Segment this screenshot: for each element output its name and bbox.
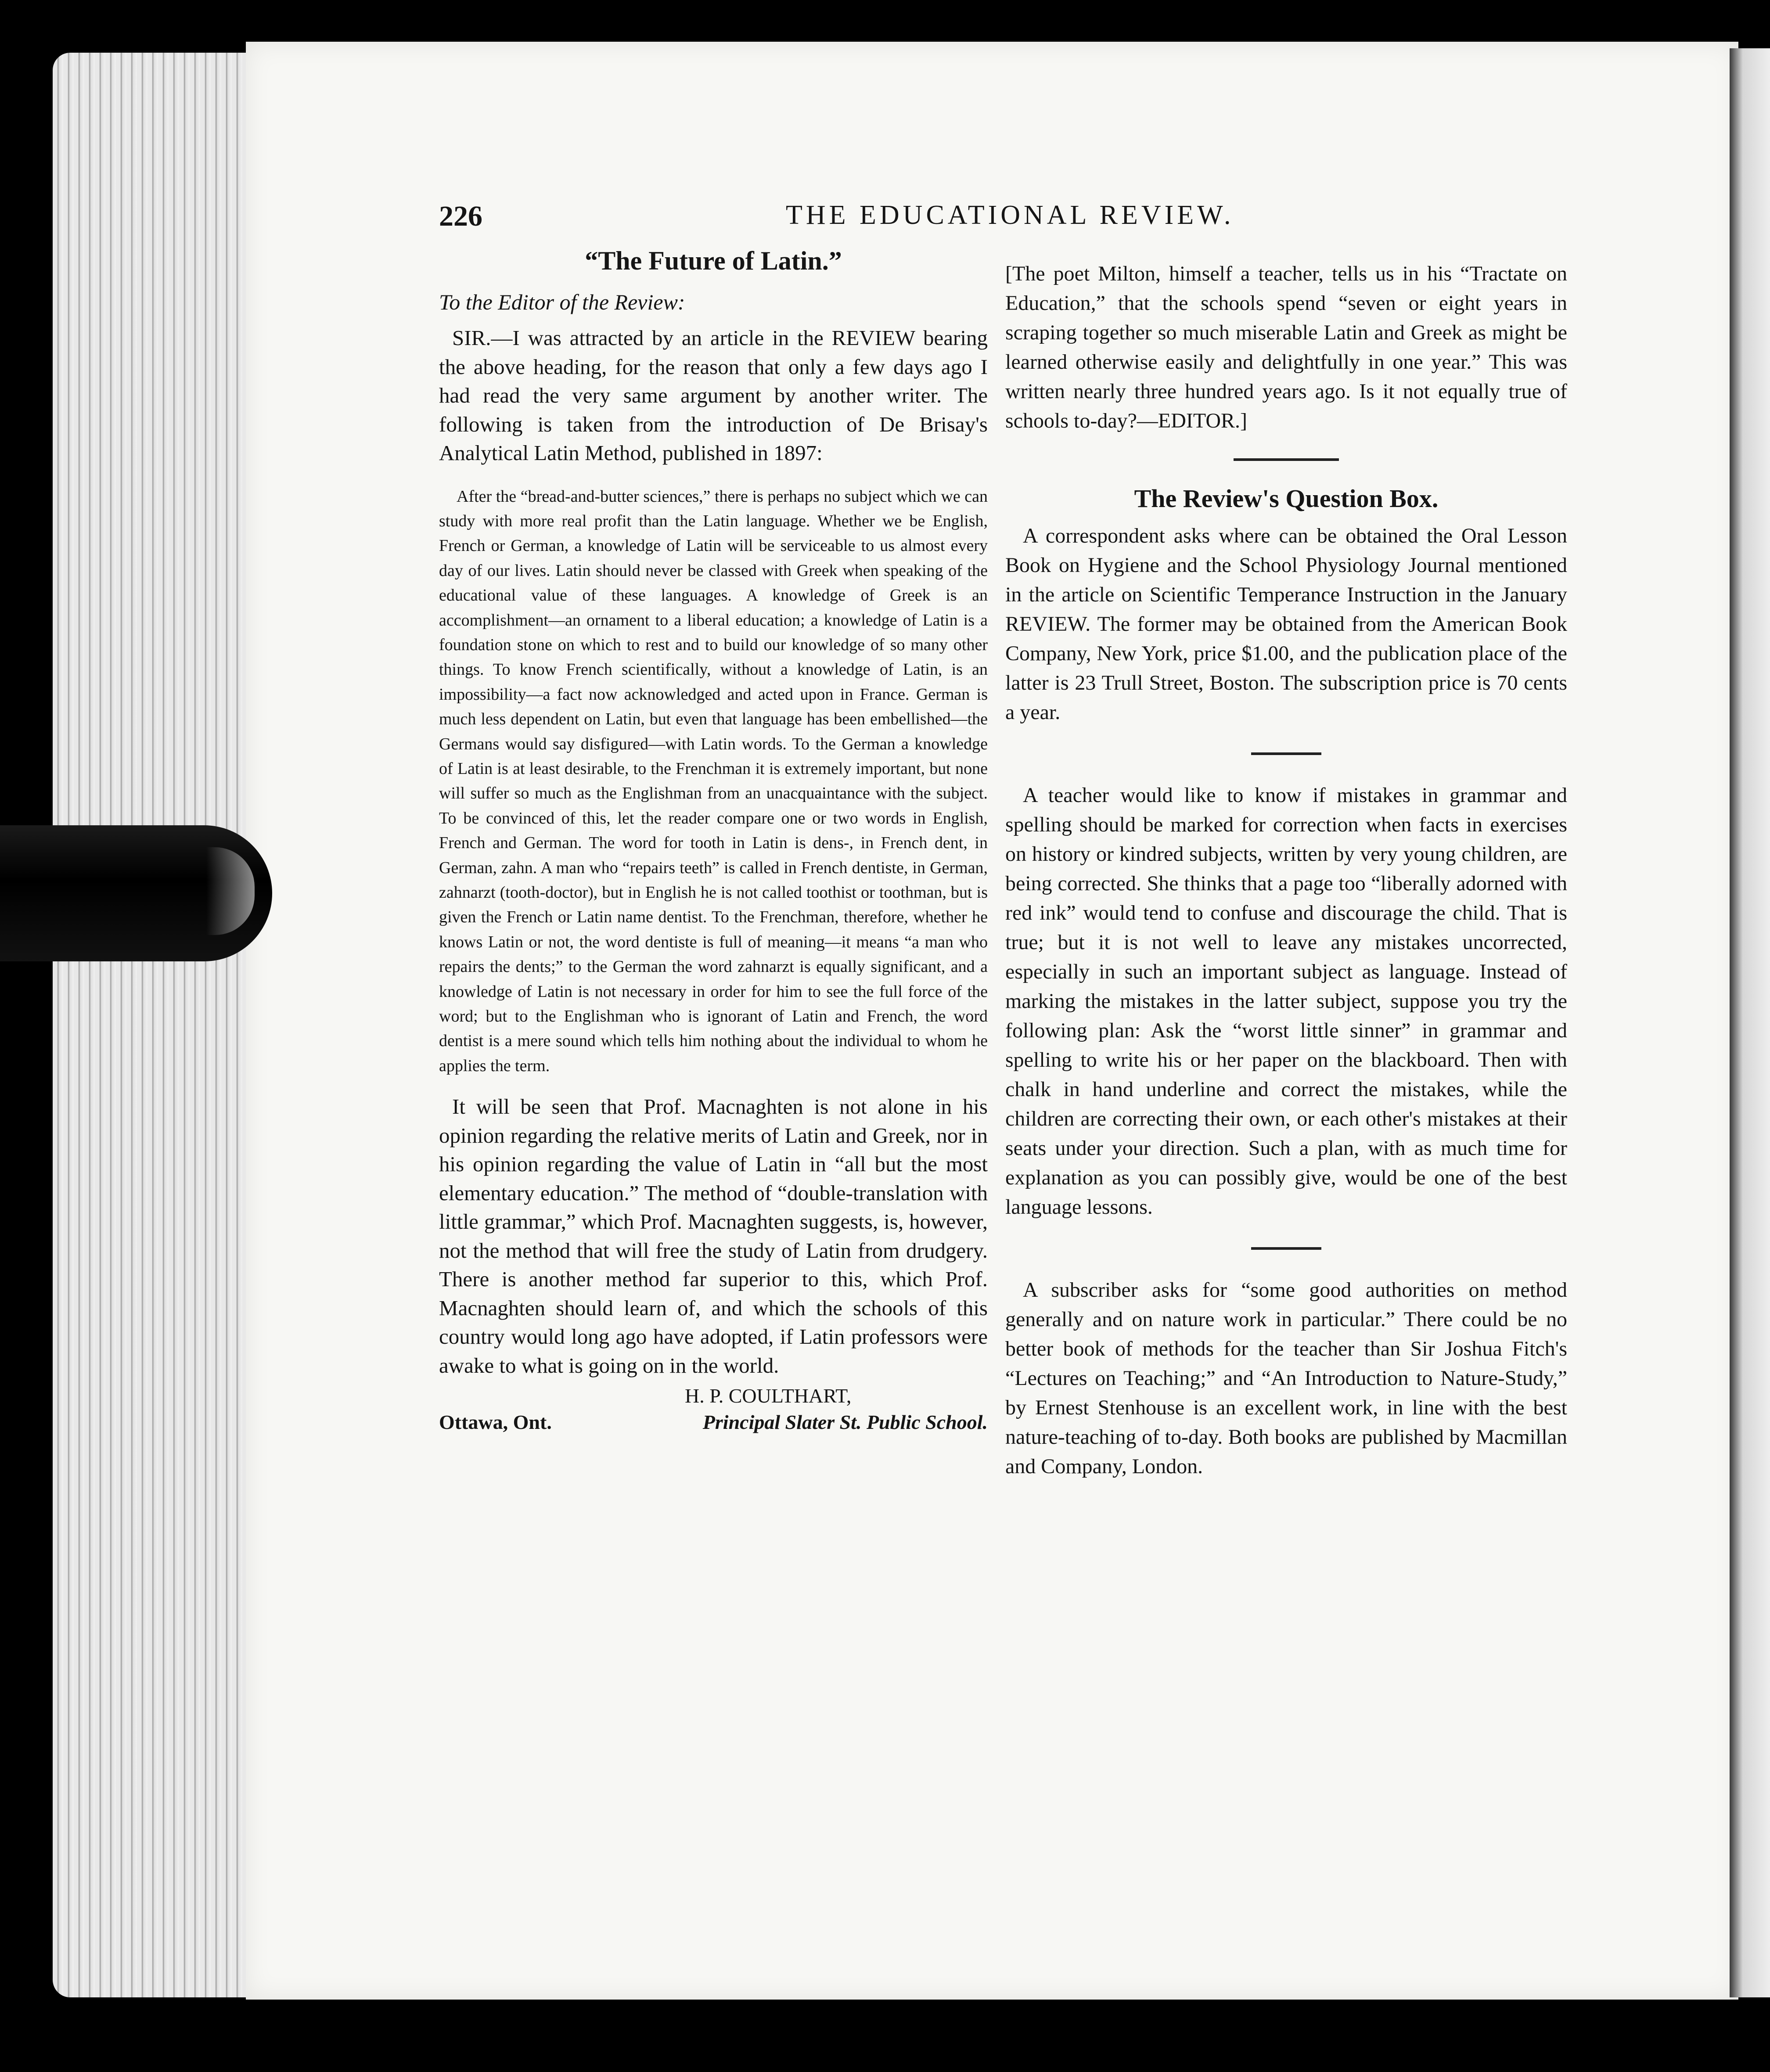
- article-title: “The Future of Latin.”: [585, 246, 842, 275]
- article-quote: After the “bread-and-butter sciences,” there is perhaps no subject which we can study with more real profit than the Latin language. Whether we be English, French or German, a knowledge of Latin will be serviceable to us almost every day of our lives. Latin should never be classed with Greek when speaking of the educational value of these languages. A knowledge of Greek is an accomplishment—an ornament to a liberal education; a knowledge of Latin is a foundation stone on which to rest and to build our knowledge of so many other things. To know French scientifically, without a knowledge of Latin, is an impossibility—a fact now acknowledged and acted upon in France. German is much less dependent on Latin, but even that language has been embellished—the Germans would say disfigured—with Latin words. To the German a knowledge of Latin is at least desirable, to the Frenchman it is extremely important, but none will suffer so much as the Englishman from an unacquaintance with the subject. To be convinced of this, let the reader compare one or two words in English, French and German. The word for tooth in Latin is dens-, in French dent, in German, zahn. A man who “repairs teeth” is called in French dentiste, in German, zahnarzt (tooth-doctor), but in English he is not called toothist or toothman, but is given the French or Latin name dentist. To the Frenchman, therefore, whether he knows Latin or not, the word dentiste is full of meaning—it means “a man who repairs the dents;” to the German the word zahnarzt is equally significant, and a knowledge of Latin is not necessary in order for him to see the full force of the word; but to the Englishman who is ignorant of Latin and French, the word dentist is a mere sound which tells him nothing about the individual to whom he applies the term.: [439, 487, 988, 1075]
- editor-note: [The poet Milton, himself a teacher, tells us in his “Tractate on Education,” that the schools spend “seven or eight years in scraping together so much miserable Latin and Greek as might be learned otherwise easily and delightfully in one year.” This was written nearly three hundred years ago. Is it not equally true of schools to-day?—EDITOR.]: [1005, 262, 1567, 432]
- question-box-answer-2: A teacher would like to know if mistakes in grammar and spelling should be marked for correction when facts in exercises on history or kindred subjects, written by very young children, are being corrected. She thinks that a page too “liberally adorned with red ink” would tend to confuse and discourage the child. That is true; but it is not well to leave any mistakes uncorrected, especially in such an important subject as language. Instead of marking the mistakes in the latter subject, suppose you try the following plan: Ask the “worst little sinner” in grammar and spelling to write his or her paper on the blackboard. Then with chalk in hand underline and correct the mistakes, while the children are correcting their own, or each other's mistakes at their seats under your direction. Such a plan, with as much time for explanation as you can possibly give, would be one of the best language lessons.: [1005, 784, 1567, 1219]
- question-box-answer-3: A subscriber asks for “some good authorities on method generally and on nature work in particular.” There could be no better book of methods for the teacher than Sir Joshua Fitch's “Lectures on Teaching;” and “An Introduction to Nature-Study,” by Ernest Stenhouse is an excellent work, in line with the best nature-teaching of to-day. Both books are published by Macmillan and Company, London.: [1005, 1278, 1567, 1478]
- signature-name: H. P. COULTHART,: [685, 1385, 852, 1407]
- article-salutation: To the Editor of the Review:: [439, 290, 685, 314]
- article-intro: SIR.—I was attracted by an article in the REVIEW bearing the above heading, for the reason that only a few days ago I had read the very same argument by another writer. The following is taken from the introduction of De Brisay's Analytical Latin Method, published in 1897:: [439, 326, 988, 465]
- left-column: [439, 246, 988, 1437]
- question-box-title: The Review's Question Box.: [1134, 484, 1439, 513]
- question-box-answer-1: A correspondent asks where can be obtained the Oral Lesson Book on Hygiene and the School Physiology Journal mentioned in the article on Scientific Temperance Instruction in the January REVIEW. The former may be obtained from the American Book Company, New York, price $1.00, and the publication place of the latter is 23 Trull Street, Boston. The subscription price is 70 cents a year.: [1005, 524, 1567, 724]
- signature-block: [439, 1384, 988, 1437]
- section-divider: [1234, 458, 1339, 461]
- article-conclusion: It will be seen that Prof. Macnaghten is not alone in his opinion regarding the relative merits of Latin and Greek, nor in his opinion regarding the value of Latin in “all but the most elementary education.” The method of “double-translation with little grammar,” which Prof. Macnaghten suggests, is, however, not the method that will free the study of Latin from drudgery. There is another method far superior to this, which Prof. Macnaghten should learn of, and which the schools of this country would long ago have adopted, if Latin professors were awake to what is going on in the world.: [439, 1094, 988, 1378]
- divider-2: [1251, 1247, 1321, 1250]
- page-number: 226: [439, 200, 482, 232]
- facing-page-edge: [1730, 48, 1770, 1997]
- running-head: THE EDUCATIONAL REVIEW.: [786, 200, 1234, 230]
- signature-place: Ottawa, Ont.: [439, 1411, 552, 1434]
- divider-1: [1251, 752, 1321, 755]
- signature-title: Principal Slater St. Public School.: [702, 1411, 988, 1434]
- page-stack-edges: [53, 53, 259, 1997]
- book-spine-shadow: [0, 0, 57, 2072]
- right-column: [1005, 259, 1567, 1481]
